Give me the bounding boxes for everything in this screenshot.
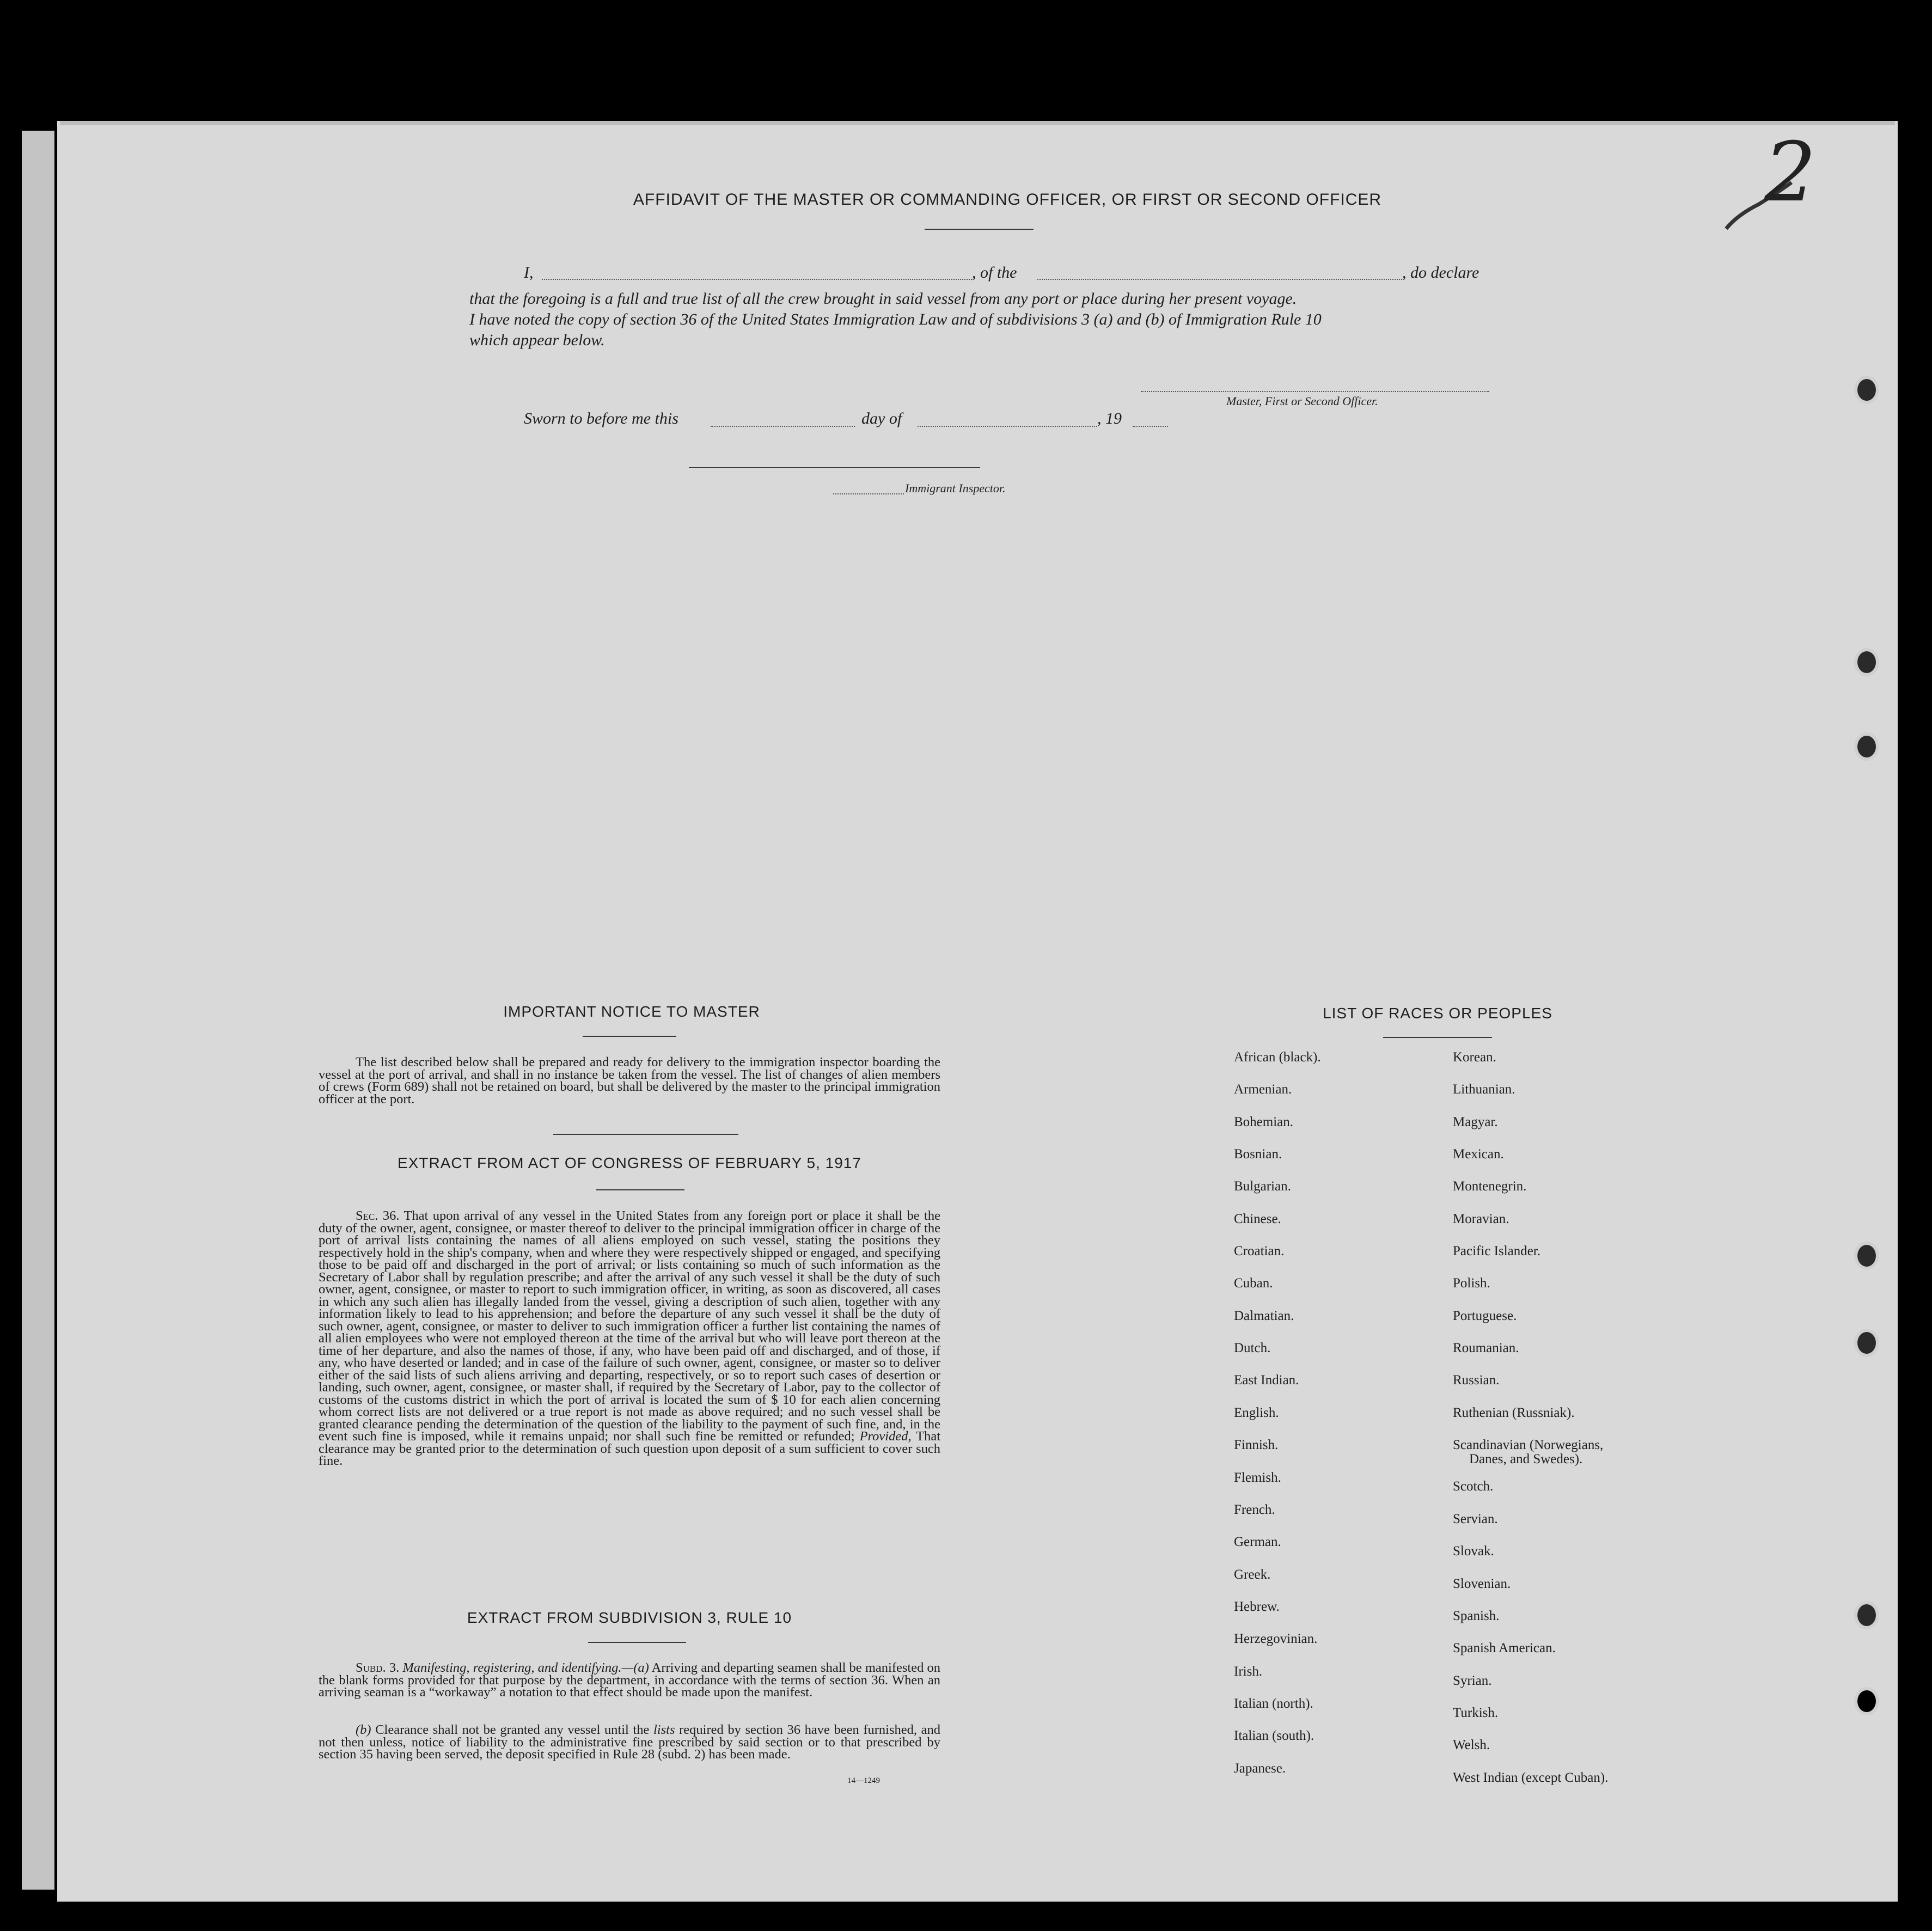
race-item: Russian. [1453, 1373, 1500, 1388]
race-item: Armenian. [1234, 1082, 1292, 1097]
race-item: Hebrew. [1234, 1599, 1280, 1614]
binder-hole [1854, 1687, 1879, 1715]
master-signature-label: Master, First or Second Officer. [1226, 394, 1378, 408]
races-title-underline [1383, 1037, 1492, 1038]
race-item: Portuguese. [1453, 1309, 1517, 1323]
sworn-month-field[interactable] [918, 426, 1097, 427]
race-item: Montenegrin. [1453, 1179, 1527, 1194]
race-item: Bosnian. [1234, 1147, 1282, 1162]
subdivision-b-label: (b) [356, 1722, 371, 1737]
master-signature-field[interactable] [1141, 391, 1489, 392]
subdivision-heading: Manifesting, registering, and identifying.—(a) [402, 1660, 649, 1675]
affidavit-line-3: I have noted the copy of section 36 of the United States Immigration Law and of subdivisions 3 (a) and (b) of Immigration Rule 10 [469, 310, 1322, 328]
extract-rule-title-underline [588, 1642, 686, 1643]
affidavit-of-the-label: , of the [972, 264, 1017, 282]
top-paper-edge [60, 121, 1895, 125]
race-item: Syrian. [1453, 1673, 1492, 1688]
race-item: Bohemian. [1234, 1115, 1294, 1129]
binder-hole [1854, 1242, 1879, 1270]
race-item: Croatian. [1234, 1244, 1285, 1258]
race-item: Italian (north). [1234, 1696, 1313, 1711]
race-item: Chinese. [1234, 1212, 1281, 1226]
race-item: Dalmatian. [1234, 1309, 1294, 1323]
race-item: Bulgarian. [1234, 1179, 1291, 1194]
extract-act-text [319, 1210, 940, 1468]
notice-separator [553, 1134, 738, 1135]
inspector-label: Immigrant Inspector. [905, 481, 1006, 495]
race-item: Moravian. [1453, 1212, 1509, 1226]
affidavit-declare-label: , do declare [1402, 264, 1479, 282]
lists-word: lists [653, 1722, 675, 1737]
page-edge-strip [22, 131, 54, 1890]
section-text-end: That clearance may be granted prior to the determination of such question upon deposit of a sum sufficient to cover such fine. [319, 1429, 941, 1468]
races-title: LIST OF RACES OR PEOPLES [1323, 1005, 1552, 1022]
race-item: West Indian (except Cuban). [1453, 1770, 1609, 1785]
race-item: Servian. [1453, 1512, 1498, 1526]
inspector-signature-line [689, 467, 980, 468]
vessel-name-field[interactable] [1037, 279, 1402, 280]
sworn-label: Sworn to before me this [524, 410, 678, 427]
sworn-day-field[interactable] [711, 426, 855, 427]
race-item-continuation: Danes, and Swedes). [1469, 1452, 1583, 1466]
race-item: Scandinavian (Norwegians, [1453, 1438, 1604, 1452]
race-item: Roumanian. [1453, 1341, 1519, 1355]
subdivision-text-b2: required by section 36 have been furnished, and not then unless, notice of liability to the administrative fine prescribed by said section or to that prescribed by section 35 having been served, the deposit specified in Rule 28 (subd. 2) has been made. [319, 1722, 940, 1762]
race-item: Pacific Islander. [1453, 1244, 1541, 1258]
notice-text: The list described below shall be prepared and ready for delivery to the immigration inspector boarding the vessel at the port of arrival, and shall in no instance be taken from the vessel. The list of changes of alien members of crews (Form 689) shall not be retained on board, but shall be delivered by the master to the principal immigration officer at the port. [319, 1055, 940, 1107]
section-label: Sec. 36. [356, 1208, 400, 1223]
inspector-signature-field[interactable] [833, 493, 904, 494]
master-name-field[interactable] [542, 279, 972, 280]
race-item: Mexican. [1453, 1147, 1504, 1162]
affidavit-line-4: which appear below. [469, 331, 605, 349]
extract-act-title-underline [596, 1189, 684, 1190]
race-item: Herzegovinian. [1234, 1631, 1318, 1646]
race-item: Flemish. [1234, 1470, 1281, 1485]
binder-hole [1854, 1329, 1879, 1357]
binder-hole [1854, 376, 1879, 404]
race-item: Magyar. [1453, 1115, 1498, 1129]
race-item: Greek. [1234, 1567, 1271, 1582]
race-item: English. [1234, 1406, 1279, 1420]
race-item: Slovenian. [1453, 1576, 1511, 1591]
race-item: Finnish. [1234, 1438, 1279, 1452]
binder-hole [1854, 1601, 1879, 1629]
extract-rule-title: EXTRACT FROM SUBDIVISION 3, RULE 10 [467, 1609, 792, 1626]
race-item: African (black). [1234, 1050, 1321, 1065]
race-item: Slovak. [1453, 1544, 1494, 1559]
affidavit-title: AFFIDAVIT OF THE MASTER OR COMMANDING OFFICER, OR FIRST OR SECOND OFFICER [633, 191, 1382, 209]
extract-rule-text-a [319, 1662, 940, 1699]
binder-hole [1854, 648, 1879, 676]
race-item: Japanese. [1234, 1761, 1286, 1776]
form-number: 14—1249 [847, 1776, 880, 1785]
race-item: Spanish American. [1453, 1641, 1556, 1655]
race-item: East Indian. [1234, 1373, 1299, 1388]
binder-hole [1854, 732, 1879, 761]
extract-rule-text-b [319, 1724, 940, 1761]
race-item: Irish. [1234, 1664, 1263, 1679]
provided-label: Provided, [859, 1429, 912, 1444]
race-item: Cuban. [1234, 1276, 1273, 1291]
affidavit-i-label: I, [524, 264, 534, 282]
year-prefix-label: , 19 [1097, 410, 1122, 427]
day-of-label: day of [861, 410, 902, 427]
notice-title-underline [583, 1036, 676, 1037]
race-item: Korean. [1453, 1050, 1496, 1065]
handwritten-page-number: 2 [1764, 125, 1817, 220]
race-item: Spanish. [1453, 1609, 1500, 1623]
sworn-year-field[interactable] [1133, 426, 1168, 427]
race-item: Ruthenian (Russniak). [1453, 1406, 1575, 1420]
subdivision-text-b1: Clearance shall not be granted any vessel until the [375, 1722, 650, 1737]
race-item: Lithuanian. [1453, 1082, 1515, 1097]
race-item: Turkish. [1453, 1706, 1499, 1720]
affidavit-title-underline [925, 229, 1034, 230]
subdivision-text-a: Arriving and departing seamen shall be manifested on the blank forms provided for that purpose by the department, in accordance with the terms of section 36. When an arriving seaman is a “workaway” a notation to that effect should be made upon the manifest. [319, 1660, 941, 1700]
race-item: French. [1234, 1502, 1275, 1517]
section-text: That upon arrival of any vessel in the United States from any foreign port or place it shall be the duty of the owner, agent, consignee, or master thereof to deliver to the principal immigration officer in charge of the port of arrival lists containing the names of all aliens employed on such vessel, stating the positions they respectively hold in the ship's company, when and where they were respectively shipped or engaged, and specifying those to be paid off and discharged in the port of arrival; or lists containing so much of such information as the Secretary of Labor shall by regulation prescribe; and after the arrival of any such vessel it shall be the duty of such owner, agent, consignee, or master to report to such immigration officer, in writing, as soon as discovered, all cases in which any such alien has illegally landed from the vessel, giving a description of such alien, together with any information likely to lead to his apprehension; and before the departure of any such vessel it shall be the duty of such owner, agent, consignee, or master to deliver to such immigration officer a further list containing the names of all alien employees who were not employed thereon at the time of the arrival but who will leave port thereon at the time of her departure, and also the names of those, if any, who have been paid off and discharged, and of those, if any, who have deserted or landed; and in case of the failure of such owner, agent, consignee, or master so to deliver either of the said lists of such aliens arriving and departing, respectively, or so to report such cases of desertion or landing, such owner, agent, consignee, or master shall, if required by the Secretary of Labor, pay to the collector of customs of the customs district in which the port of arrival is located the sum of $ 10 for each alien concerning whom correct lists are not delivered or a true report is not made as above required; and no such vessel shall be granted clearance pending the determination of the question of the liability to the payment of such fine, and, in the event such fine is imposed, while it remains unpaid; nor shall such fine be remitted or refunded; [319, 1208, 940, 1444]
race-item: Polish. [1453, 1276, 1490, 1291]
extract-act-title: EXTRACT FROM ACT OF CONGRESS OF FEBRUARY 5, 1917 [398, 1154, 861, 1171]
race-item: Welsh. [1453, 1738, 1490, 1752]
subdivision-label: Subd. 3. [356, 1660, 400, 1675]
race-item: Dutch. [1234, 1341, 1271, 1355]
race-item: Italian (south). [1234, 1728, 1315, 1743]
race-item: Scotch. [1453, 1479, 1494, 1494]
affidavit-line-2: that the foregoing is a full and true list of all the crew brought in said vessel from any port or place during her present voyage. [469, 290, 1297, 308]
notice-title: IMPORTANT NOTICE TO MASTER [503, 1003, 760, 1020]
race-item: German. [1234, 1535, 1281, 1549]
